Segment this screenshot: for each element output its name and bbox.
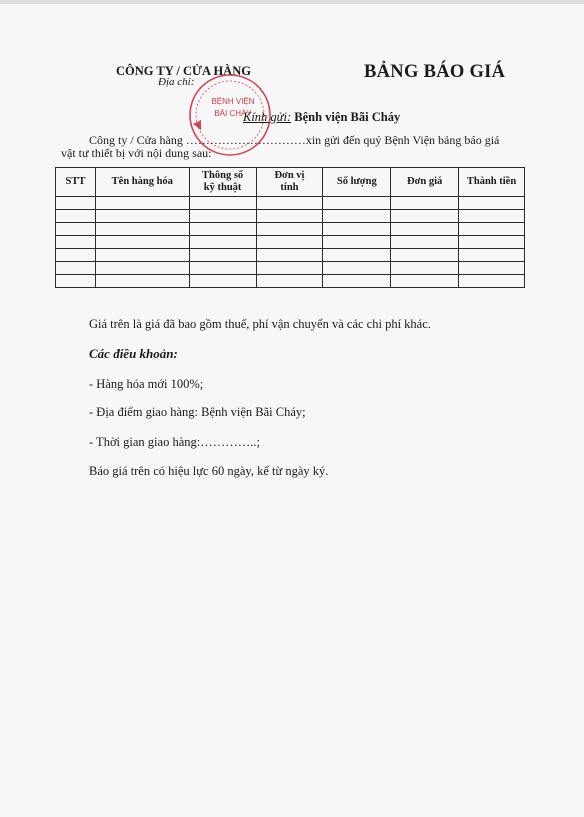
recipient-label: Kính gửi: xyxy=(243,110,292,124)
table-cell xyxy=(256,236,323,249)
table-cell xyxy=(323,223,391,236)
table-cell xyxy=(189,223,256,236)
address-label: Địa chỉ: xyxy=(158,76,195,88)
table-cell xyxy=(95,197,189,210)
price-note: Giá trên là giá đã bao gồm thuế, phí vận chuyển và các chi phí khác. xyxy=(89,317,431,331)
table-cell xyxy=(95,210,189,223)
table-header-row xyxy=(56,168,525,197)
term-item: - Hàng hóa mới 100%; xyxy=(89,377,204,391)
col-unit: Đơn vị tính xyxy=(256,168,323,197)
table-cell xyxy=(459,236,525,249)
table-cell xyxy=(189,249,256,262)
page-top-edge xyxy=(0,0,584,4)
table-cell xyxy=(189,197,256,210)
col-item-name: Tên hàng hóa xyxy=(95,168,189,197)
table-row xyxy=(56,223,525,236)
table-cell xyxy=(56,236,96,249)
col-total: Thành tiền xyxy=(459,168,525,197)
col-stt: STT xyxy=(56,168,96,197)
table-cell xyxy=(459,262,525,275)
col-quantity: Số lượng xyxy=(323,168,391,197)
table-cell xyxy=(459,249,525,262)
table-cell xyxy=(95,236,189,249)
table-row xyxy=(56,210,525,223)
table-cell xyxy=(95,275,189,288)
recipient-name: Bệnh viện Bãi Cháy xyxy=(294,110,401,124)
table-cell xyxy=(256,197,323,210)
company-label: CÔNG TY / CỬA HÀNG xyxy=(116,64,251,78)
stamp-line1: BỆNH VIỆN xyxy=(211,97,255,106)
quote-table xyxy=(55,167,525,288)
stamp-line2: BÃI CHÁY xyxy=(214,109,252,118)
table-cell xyxy=(323,197,391,210)
table-cell xyxy=(189,210,256,223)
table-cell xyxy=(95,249,189,262)
table-row xyxy=(56,262,525,275)
table-row xyxy=(56,249,525,262)
table-row xyxy=(56,236,525,249)
table-cell xyxy=(459,223,525,236)
document-title: BẢNG BÁO GIÁ xyxy=(364,62,506,82)
intro-line-2: vật tư thiết bị với nội dung sau: xyxy=(61,146,212,160)
intro-line-1: Công ty / Cửa hàng …………………………xin gửi đến quý Bệnh Viện bảng báo giá xyxy=(89,133,500,147)
table-cell xyxy=(56,223,96,236)
table-cell xyxy=(189,262,256,275)
table-cell xyxy=(95,223,189,236)
table-cell xyxy=(323,249,391,262)
table-cell xyxy=(391,262,459,275)
validity-note: Báo giá trên có hiệu lực 60 ngày, kể từ ngày ký. xyxy=(89,464,329,478)
recipient-line xyxy=(243,110,400,125)
table-cell xyxy=(323,262,391,275)
col-specs: Thông số kỹ thuật xyxy=(189,168,256,197)
table-cell xyxy=(95,262,189,275)
terms-title: Các điều khoản: xyxy=(89,346,178,361)
table-cell xyxy=(323,275,391,288)
table-cell xyxy=(459,275,525,288)
table-cell xyxy=(56,249,96,262)
table-row xyxy=(56,197,525,210)
col-unit-price: Đơn giá xyxy=(391,168,459,197)
table-cell xyxy=(459,210,525,223)
table-cell xyxy=(189,275,256,288)
table-cell xyxy=(391,210,459,223)
table-cell xyxy=(256,275,323,288)
table-cell xyxy=(323,236,391,249)
table-cell xyxy=(56,275,96,288)
table-body xyxy=(56,197,525,288)
table-cell xyxy=(391,197,459,210)
table-cell xyxy=(256,223,323,236)
table-cell xyxy=(56,262,96,275)
table-cell xyxy=(323,210,391,223)
table-row xyxy=(56,275,525,288)
table-cell xyxy=(256,210,323,223)
table-cell xyxy=(256,249,323,262)
table-cell xyxy=(56,197,96,210)
table-cell xyxy=(189,236,256,249)
table-cell xyxy=(391,236,459,249)
table-cell xyxy=(256,262,323,275)
term-item: - Địa điểm giao hàng: Bệnh viện Bãi Cháy; xyxy=(89,405,306,419)
table-cell xyxy=(391,223,459,236)
term-item: - Thời gian giao hàng:…………..; xyxy=(89,435,260,449)
table-cell xyxy=(459,197,525,210)
table-cell xyxy=(391,275,459,288)
table-cell xyxy=(391,249,459,262)
table-cell xyxy=(56,210,96,223)
